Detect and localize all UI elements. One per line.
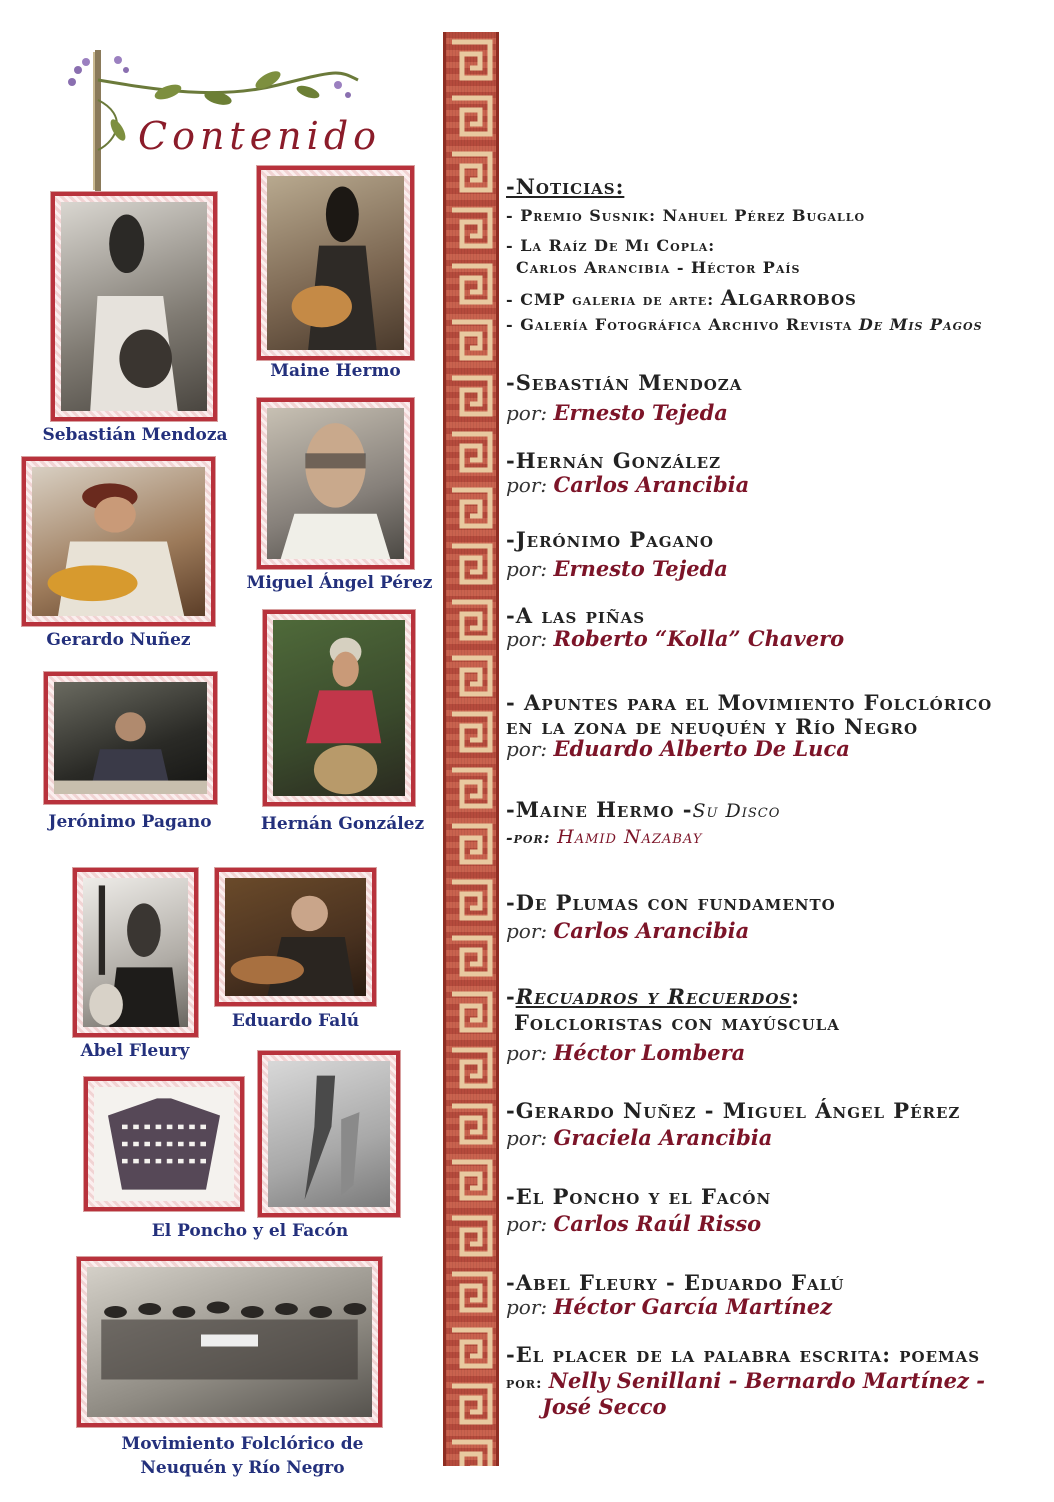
toc-noticias-item: - CMP galeria de arte: Algarrobos (506, 285, 857, 310)
toc-entry-author: por: Roberto “Kolla” Chavero (506, 626, 845, 651)
toc-entry-title: -Jerónimo Pagano (506, 527, 714, 552)
toc-entry-author: por: Ernesto Tejeda (506, 556, 728, 581)
photo-hernan-gonzalez (263, 610, 415, 806)
greek-key-motif (452, 602, 490, 638)
toc-entry-title: -A las piñas (506, 603, 646, 628)
greek-key-motif (452, 210, 490, 246)
greek-key-motif (452, 490, 490, 526)
toc-entry-title: -El placer de la palabra escrita: poemas (506, 1342, 981, 1367)
guitarist-portrait-icon (83, 878, 188, 1027)
greek-key-motif (452, 1162, 490, 1198)
woven-band-decoration (443, 32, 499, 1466)
guitarist-portrait-icon (267, 176, 404, 350)
toc-entry-author: José Secco (542, 1394, 667, 1419)
guitarist-portrait-icon (61, 202, 207, 411)
toc-entry-author: por: Carlos Arancibia (506, 472, 750, 497)
toc-entry-author: por: Graciela Arancibia (506, 1125, 773, 1150)
toc-entry-title: -Maine Hermo -Su Disco (506, 797, 781, 822)
greek-key-motif (452, 994, 490, 1030)
man-at-desk-icon (54, 682, 207, 794)
caption-hernan-gonzalez: Hernán González (260, 814, 425, 834)
greek-key-motif (452, 42, 490, 78)
caption-miguel-angel-perez: Miguel Ángel Pérez (246, 573, 433, 593)
greek-key-pattern-icon (446, 32, 496, 1466)
photo-eduardo-falu (215, 868, 376, 1006)
toc-noticias-item: - La Raíz De Mi Copla: (506, 236, 716, 255)
greek-key-motif (452, 266, 490, 302)
photo-jeronimo-pagano (44, 672, 217, 804)
toc-noticias-title: -Noticias: (506, 174, 625, 199)
greek-key-motif (452, 882, 490, 918)
caption-jeronimo-pagano: Jerónimo Pagano (48, 812, 212, 832)
toc-entry-title: Folcloristas con mayúscula (514, 1010, 840, 1035)
toc-entry-author: -por: Hamid Nazabay (506, 826, 703, 848)
guitarist-portrait-icon (225, 878, 366, 996)
photo-facon (258, 1051, 400, 1217)
greek-key-motif (452, 322, 490, 358)
toc-entry-author: por: Nelly Senillani - Bernardo Martínez - (506, 1368, 985, 1393)
greek-key-motif (452, 658, 490, 694)
photo-miguel-angel-perez (257, 398, 414, 569)
photo-sebastian-mendoza (51, 192, 217, 421)
greek-key-motif (452, 378, 490, 414)
greek-key-motif (452, 1218, 490, 1254)
photo-abel-fleury (73, 868, 198, 1037)
greek-key-motif (452, 434, 490, 470)
toc-entry-title: -El Poncho y el Facón (506, 1184, 772, 1209)
greek-key-motif (452, 1274, 490, 1310)
greek-key-motif (452, 938, 490, 974)
caption-movimiento-2: Neuquén y Río Negro (140, 1458, 345, 1478)
greek-key-motif (452, 1442, 490, 1466)
photo-gerardo-nunez (22, 457, 215, 626)
greek-key-motif (452, 1106, 490, 1142)
toc-entry-title: -Hernán González (506, 448, 722, 473)
greek-key-motif (452, 1386, 490, 1422)
toc-entry-title: -Sebastián Mendoza (506, 370, 743, 395)
group-photo-icon (87, 1267, 372, 1417)
caption-eduardo-falu: Eduardo Falú (231, 1011, 360, 1031)
toc-entry-title: -De Plumas con fundamento (506, 890, 836, 915)
caption-abel-fleury: Abel Fleury (80, 1041, 190, 1061)
toc-entry-title: en la zona de neuquén y Río Negro (506, 714, 919, 739)
photo-poncho (84, 1077, 244, 1211)
photo-maine-hermo (257, 166, 414, 360)
caption-maine-hermo: Maine Hermo (270, 361, 401, 381)
toc-entry-author: por: Héctor García Martínez (506, 1294, 833, 1319)
toc-noticias-item: - Premio Susnik: Nahuel Pérez Bugallo (506, 206, 866, 225)
photo-movimiento-folclorico (77, 1257, 382, 1427)
greek-key-motif (452, 714, 490, 750)
toc-entry-author: por: Héctor Lombera (506, 1040, 746, 1065)
greek-key-motif (452, 1050, 490, 1086)
toc-entry-author: por: Eduardo Alberto De Luca (506, 736, 850, 761)
caption-movimiento-1: Movimiento Folclórico de (121, 1434, 364, 1454)
greek-key-motif (452, 1330, 490, 1366)
guitarist-portrait-icon (32, 467, 205, 616)
caption-sebastian-mendoza: Sebastián Mendoza (42, 425, 228, 445)
greek-key-motif (452, 154, 490, 190)
knife-icon (268, 1061, 390, 1207)
toc-noticias-item: Carlos Arancibia - Héctor País (516, 258, 801, 277)
toc-entry-title: -Recuadros y Recuerdos: (506, 984, 800, 1009)
toc-entry-title: - Apuntes para el Movimiento Folclórico (506, 690, 993, 715)
greek-key-motif (452, 826, 490, 862)
man-portrait-icon (267, 408, 404, 559)
singer-portrait-icon (273, 620, 405, 796)
caption-poncho-facon: El Poncho y el Facón (151, 1221, 349, 1241)
toc-entry-author: por: Carlos Raúl Risso (506, 1211, 762, 1236)
greek-key-motif (452, 546, 490, 582)
caption-gerardo-nunez: Gerardo Nuñez (46, 630, 191, 650)
page-title: Contenido (138, 114, 382, 158)
toc-noticias-item: - Galería Fotográfica Archivo Revista De Mis Pagos (506, 315, 983, 334)
toc-entry-author: por: Ernesto Tejeda (506, 400, 728, 425)
greek-key-motif (452, 770, 490, 806)
poncho-icon (94, 1087, 234, 1201)
toc-entry-title: -Gerardo Nuñez - Miguel Ángel Pérez (506, 1098, 961, 1123)
toc-entry-author: por: Carlos Arancibia (506, 918, 750, 943)
greek-key-motif (452, 98, 490, 134)
toc-entry-title: -Abel Fleury - Eduardo Falú (506, 1270, 845, 1295)
